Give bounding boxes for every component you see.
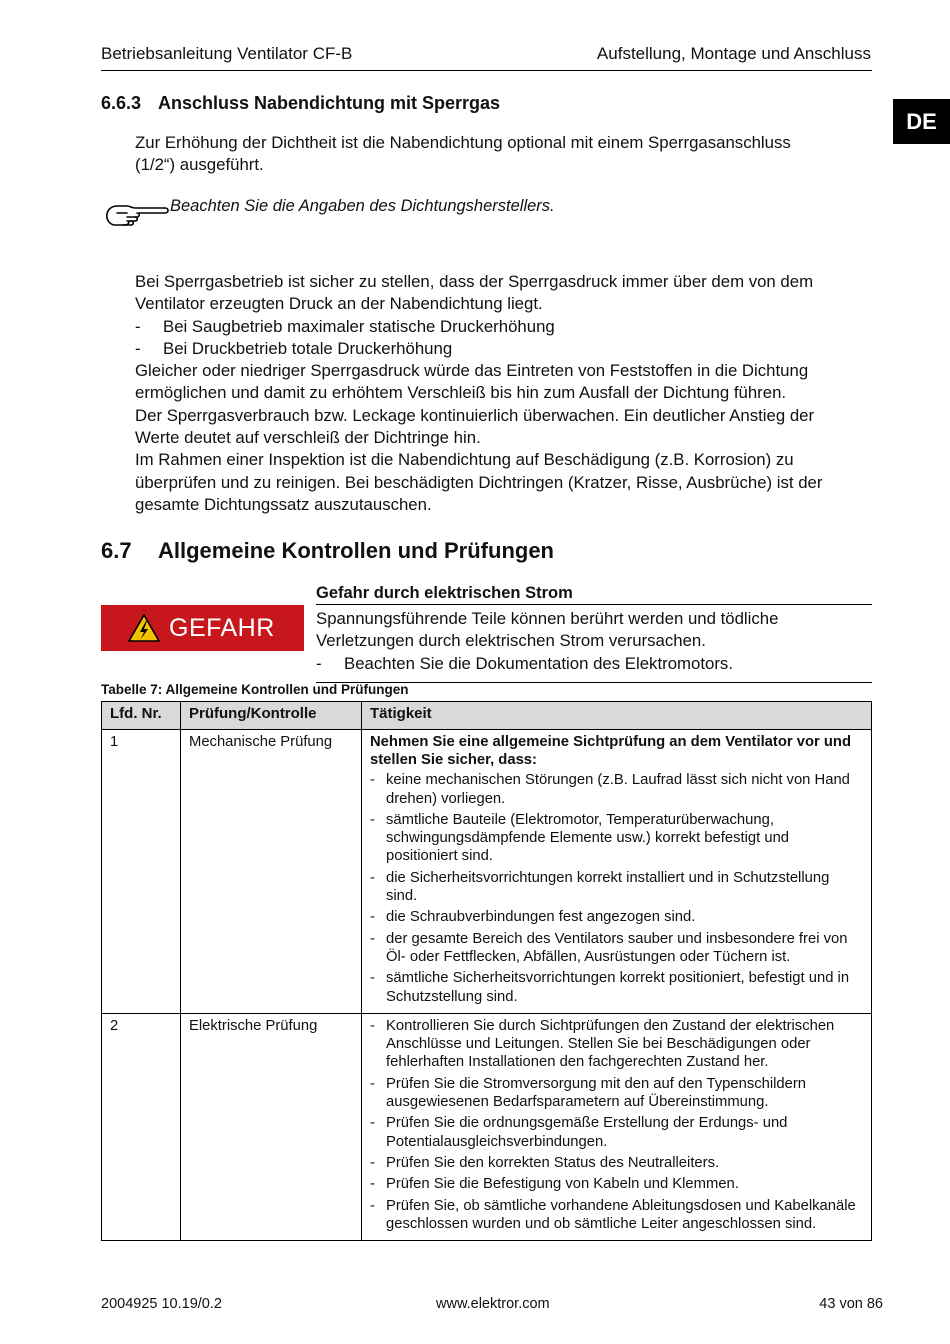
list-item-text: sämtliche Sicherheitsvorrichtungen korrekt positioniert, befestigt und in Schutzstellung sind. [386,970,850,1005]
task-intro: Nehmen Sie eine allgemeine Sichtprüfung an dem Ventilator vor und stellen Sie sicher, dass: [370,734,851,769]
dash-list-text: Bei Druckbetrieb totale Druckerhöhung [163,338,453,358]
pointing-hand-icon [103,196,171,230]
row-task [362,1013,872,1240]
intro-paragraph [135,132,875,177]
dash-list-item: - Beachten Sie die Dokumentation des Elektromotors. [316,653,872,675]
table-header-row [102,702,872,730]
body-line: überprüfen und zu reinigen. Bei beschädigten Dichtringen (Kratzer, Risse, Ausbrüche) ist der [135,472,823,492]
list-item: - die Sicherheitsvorrichtungen korrekt installiert und in Schutzstellung sind. [370,869,863,905]
row-number: 2 [102,1013,181,1240]
list-item-text: keine mechanischen Störungen (z.B. Laufrad lässt sich nicht von Hand drehen) vorliegen. [386,772,850,807]
controls-table [101,701,872,1241]
warning-line: Verletzungen durch elektrischen Strom verursachen. [316,631,706,651]
list-item-text: Prüfen Sie die Befestigung von Kabeln und Klemmen. [386,1176,739,1193]
language-tab: DE [893,99,950,144]
list-item-text: die Schraubverbindungen fest angezogen sind. [386,909,696,926]
dash-list-text: Beachten Sie die Dokumentation des Elektromotors. [344,653,733,673]
dash-list-item: - Bei Saugbetrieb maximaler statische Druckerhöhung [135,316,875,338]
intro-line: (1/2“) ausgeführt. [135,155,264,175]
list-item: - keine mechanischen Störungen (z.B. Laufrad lässt sich nicht von Hand drehen) vorliegen. [370,771,863,807]
row-check: Mechanische Prüfung [181,730,362,1014]
warning-line: Spannungsführende Teile können berührt werden und tödliche [316,609,779,628]
section-number: 6.7 [101,538,132,563]
list-item: - sämtliche Sicherheitsvorrichtungen korrekt positioniert, befestigt und in Schutzstellung sind. [370,969,863,1005]
list-item: - Prüfen Sie die Befestigung von Kabeln und Klemmen. [370,1175,863,1193]
header-chapter-title: Aufstellung, Montage und Anschluss [596,44,871,63]
footer-website-link[interactable]: www.elektror.com [436,1296,550,1312]
list-item-text: Kontrollieren Sie durch Sichtprüfungen den Zustand der elektrischen Anschlüsse und Leitungen. Stellen Sie bei Beschädigungen oder fehlerhaften Installationen den fachgerechten Zustand her. [386,1017,835,1071]
list-item-text: die Sicherheitsvorrichtungen korrekt installiert und in Schutzstellung sind. [386,869,830,904]
body-line: gesamte Dichtungssatz auszutauschen. [135,494,432,514]
list-item-text: der gesamte Bereich des Ventilators sauber und insbesondere frei von Öl- oder Fettflecken, Abfällen, Ausrüstungen oder Tüchern ist. [386,930,848,965]
column-header: Tätigkeit [362,702,872,730]
footer-page-number: 43 von 86 [819,1296,883,1312]
intro-line: Zur Erhöhung der Dichtheit ist die Nabendichtung optional mit einem Sperrgasanschluss [135,133,791,152]
section-number: 6.6.3 [101,93,142,113]
list-item: - der gesamte Bereich des Ventilators sauber und insbesondere frei von Öl- oder Fettflecken, Abfällen, Ausrüstungen oder Tüchern ist. [370,930,863,966]
footer-document-id: 2004925 10.19/0.2 [101,1296,222,1312]
note-text: Beachten Sie die Angaben des Dichtungsherstellers. [170,197,555,215]
list-item-text: sämtliche Bauteile (Elektromotor, Temperaturüberwachung, schwingungsdämpfende Elemente usw.) korrekt befestigt und positioniert sind. [386,812,790,865]
row-check: Elektrische Prüfung [181,1013,362,1240]
list-item: - Prüfen Sie, ob sämtliche vorhandene Ableitungsdosen und Kabelkanäle geschlossen wurden und ob sämtliche Leiter angeschlossen sind. [370,1197,863,1233]
row-number: 1 [102,730,181,1014]
body-line: ermöglichen und damit zu erhöhtem Verschleiß bis hin zum Ausfall der Dichtung führen. [135,383,787,403]
table-row [102,730,872,1014]
header-document-title: Betriebsanleitung Ventilator CF-B [101,44,353,63]
column-header: Prüfung/Kontrolle [181,702,362,730]
dash-list-item: - Bei Druckbetrieb totale Druckerhöhung [135,338,875,360]
list-item: - Prüfen Sie die Stromversorgung mit den auf den Typenschildern ausgewiesenen Bedarfsparametern auf Übereinstimmung. [370,1075,863,1111]
body-line: Ventilator erzeugten Druck an der Nabendichtung liegt. [135,294,543,314]
list-item: - sämtliche Bauteile (Elektromotor, Temperaturüberwachung, schwingungsdämpfende Elemente usw.) korrekt befestigt und positioniert sind. [370,811,863,866]
list-item-text: Prüfen Sie den korrekten Status des Neutralleiters. [386,1154,720,1171]
list-item-text: Prüfen Sie die ordnungsgemäße Erstellung der Erdungs- und Potentialausgleichsverbindungen. [386,1115,788,1150]
list-item: - Kontrollieren Sie durch Sichtprüfungen den Zustand der elektrischen Anschlüsse und Leitungen. Stellen Sie bei Beschädigungen oder fehlerhaften Installationen den fachgerechten Zustand her. [370,1017,863,1072]
list-item-text: Prüfen Sie die Stromversorgung mit den auf den Typenschildern ausgewiesenen Bedarfsparametern auf Übereinstimmung. [386,1075,807,1110]
list-item: - die Schraubverbindungen fest angezogen sind. [370,908,863,926]
warning-divider [316,604,872,605]
warning-title: Gefahr durch elektrischen Strom [316,584,573,602]
section-title: Allgemeine Kontrollen und Prüfungen [158,538,554,563]
body-line: Der Sperrgasverbrauch bzw. Leckage kontinuierlich überwachen. Ein deutlicher Anstieg der [135,405,815,425]
list-item: - Prüfen Sie die ordnungsgemäße Erstellung der Erdungs- und Potentialausgleichsverbindungen. [370,1114,863,1150]
body-line: Im Rahmen einer Inspektion ist die Nabendichtung auf Beschädigung (z.B. Korrosion) zu [135,450,794,470]
table-row [102,1013,872,1240]
list-item-text: Prüfen Sie, ob sämtliche vorhandene Ableitungsdosen und Kabelkanäle geschlossen wurden und ob sämtliche Leiter angeschlossen sind. [386,1197,856,1232]
column-header: Lfd. Nr. [102,702,181,730]
body-line: Bei Sperrgasbetrieb ist sicher zu stellen, dass der Sperrgasdruck immer über dem von dem [135,272,814,291]
electric-hazard-icon [127,613,161,643]
body-line: Gleicher oder niedriger Sperrgasdruck würde das Eintreten von Feststoffen in die Dichtung [135,361,809,381]
warning-body [316,608,872,675]
section-title: Anschluss Nabendichtung mit Sperrgas [158,93,501,113]
danger-badge [101,605,304,651]
list-item: - Prüfen Sie den korrekten Status des Neutralleiters. [370,1154,863,1172]
table-caption: Tabelle 7: Allgemeine Kontrollen und Prüfungen [101,682,409,697]
body-line: Werte deutet auf verschleiß der Dichtringe hin. [135,428,481,448]
header-divider [101,70,872,71]
body-paragraph [135,271,875,516]
row-task [362,730,872,1014]
danger-badge-label: GEFAHR [169,613,275,642]
dash-list-text: Bei Saugbetrieb maximaler statische Druckerhöhung [163,316,555,336]
